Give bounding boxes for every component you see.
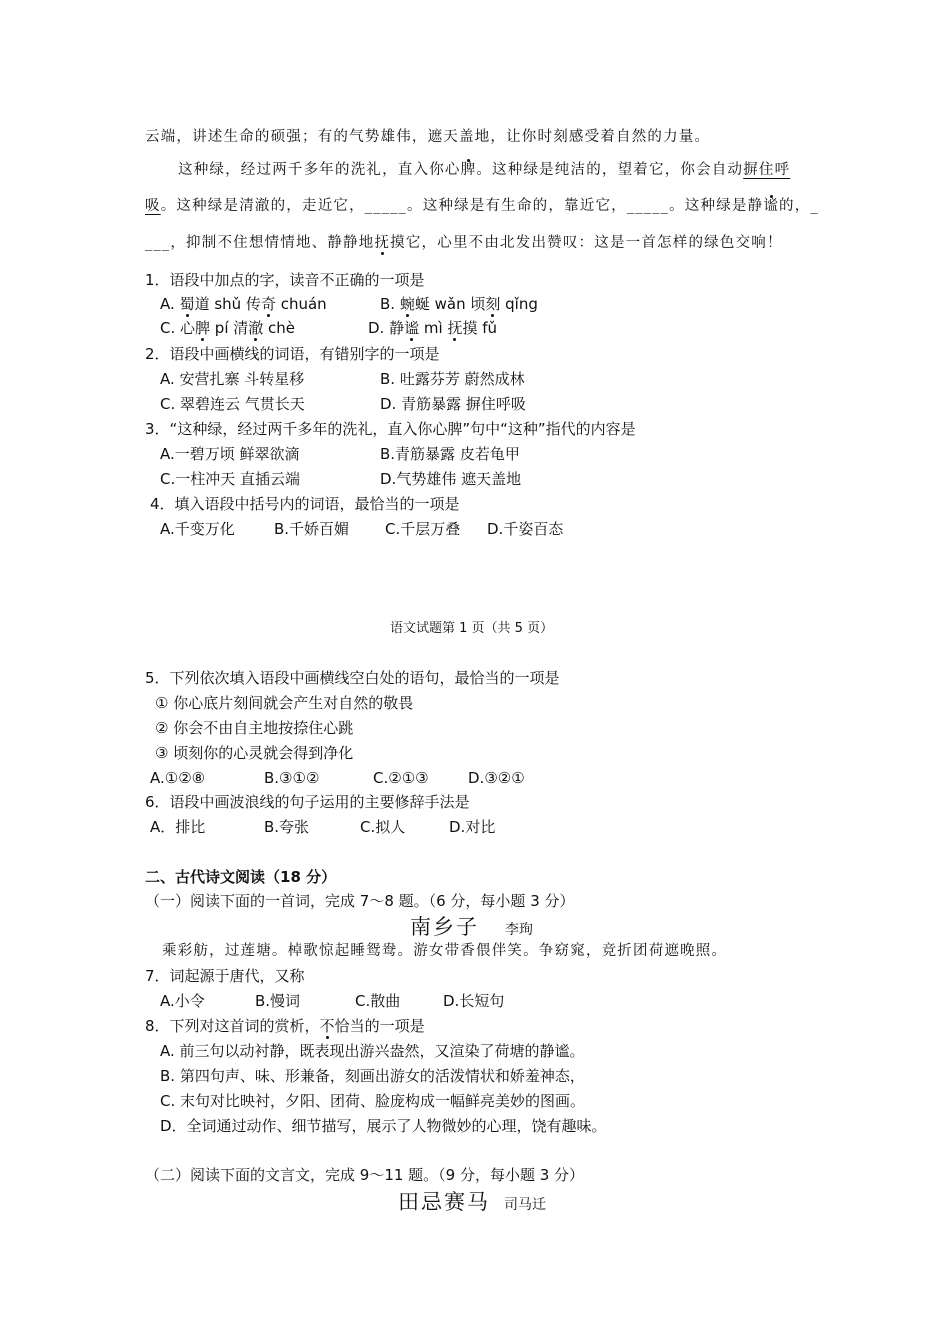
question-2-option-a: A. 安营扎寨 斗转星移 [160,370,305,388]
passage-text: 的，_ [779,198,819,214]
passage-line-2 [178,160,790,180]
question-8-stem: 8．下列对这首词的赏析，不恰当的一项是 [145,1017,425,1035]
question-4-option-a: A.千变万化 [160,520,235,538]
question-2-stem: 2．语段中画横线的词语，有错别字的一项是 [145,345,440,363]
question-5-sentence-1: ① 你心底片刻间就会产生对自然的敬畏 [155,694,414,712]
question-6-option-a: A．排比 [150,818,206,836]
question-4-option-c: C.千层万叠 [385,520,461,538]
question-7-option-b: B.慢词 [255,992,301,1010]
prose-title: 田忌赛马 [398,1190,490,1214]
passage-line-3 [145,196,819,216]
question-4-option-b: B.千娇百媚 [274,520,350,538]
passage-text: ___，抑制不住想情情地、静静地 [145,235,375,251]
passage-text: 。这种绿是纯洁的，望着它，你会自动 [476,162,744,178]
underlined-phrase: 吸 [145,198,161,214]
section-2-part-2-intro: （二）阅读下面的文言文，完成 9～11 题。（9 分，每小题 3 分） [145,1166,585,1184]
question-4-stem: 4．填入语段中括号内的词语，最恰当的一项是 [150,495,460,513]
question-3-option-c: C.一柱冲天 直插云端 [160,470,301,488]
question-8-option-c: C. 末句对比映衬，夕阳、团荷、脸庞构成一幅鲜亮美妙的图画。 [160,1092,586,1110]
question-1-option-c: C. 心脾 pí 清澈 chè [160,319,296,337]
question-7-option-a: A.小令 [160,992,205,1010]
question-5-sentence-3: ③ 顷刻你的心灵就会得到净化 [155,744,354,762]
question-5-stem: 5．下列依次填入语段中画横线空白处的语句，最恰当的一项是 [145,669,560,687]
question-1-option-b: B. 蜿蜒 wǎn 顷刻 qǐng [380,295,538,313]
passage-text: 这种绿，经过两千多年的洗礼，直入你心 [178,162,461,178]
question-6-option-c: C.拟人 [360,818,406,836]
passage-line-4 [145,233,783,253]
question-5-option-d: D.③②① [468,769,525,787]
dotted-char: 脾 [460,162,477,178]
question-6-option-d: D.对比 [449,818,496,836]
question-5-option-a: A.①②⑧ [150,769,206,787]
question-2-option-c: C. 翠碧连云 气贯长天 [160,395,305,413]
question-3-option-d: D.气势雄伟 遮天盖地 [380,470,522,488]
question-7-option-d: D.长短句 [443,992,505,1010]
question-8-option-b: B. 第四句声、味、形兼备，刻画出游女的活泼情状和娇羞神态， [160,1067,585,1085]
question-3-option-b: B.青筋暴露 皮若龟甲 [380,445,520,463]
poem-author: 李珣 [505,922,533,938]
question-6-stem: 6．语段中画波浪线的句子运用的主要修辞手法是 [145,793,470,811]
passage-line-1: 云端，讲述生命的硕强；有的气势雄伟，遮天盖地，让你时刻感受着自然的力量。 [145,129,711,145]
passage-text: 摸它，心里不由北发出赞叹：这是一首怎样的绿色交响！ [390,235,783,251]
question-8-option-a: A. 前三句以动衬静，既表现出游兴盎然，又渲染了荷塘的静谧。 [160,1042,585,1060]
question-5-sentence-2: ② 你会不由自主地按捺住心跳 [155,719,354,737]
question-8-option-d: D．全词通过动作、细节描写，展示了人物微妙的心理，饶有趣味。 [160,1117,607,1135]
question-1-option-d: D. 静谧 mì 抚摸 fǔ [368,319,498,337]
question-1-option-a: A. 蜀道 shǔ 传奇 chuán [160,295,327,313]
prose-author: 司马迁 [504,1197,546,1213]
poem-heading [410,913,533,944]
prose-heading [398,1188,546,1219]
section-2-part-1-intro: （一）阅读下面的一首词，完成 7～8 题。（6 分，每小题 3 分） [145,892,575,910]
question-2-option-b: B. 吐露芬芳 蔚然成林 [380,370,525,388]
question-3-stem: 3．“这种绿，经过两千多年的洗礼，直入你心脾”句中“这种”指代的内容是 [145,420,636,438]
underlined-phrase: 摒住呼 [743,162,791,178]
question-4-option-d: D.千姿百态 [487,520,564,538]
poem-text: 乘彩舫，过莲塘。棹歌惊起睡鸳鸯。游女带香偎伴笑。争窈窕，竞折团荷遮晚照。 [162,943,728,959]
dotted-char: 不 [319,1017,335,1035]
question-6-option-b: B.夸张 [264,818,310,836]
question-2-option-d: D. 青筋暴露 摒住呼吸 [380,395,526,413]
question-3-option-a: A.一碧万顷 鲜翠欲滴 [160,445,300,463]
dotted-char: 抚 [374,235,391,251]
passage-text: 。这种绿是清澈的，走近它，_____。这种绿是有生命的，靠近它，_____。这种绿是静 [160,198,764,214]
dotted-char: 谧 [763,198,780,214]
page-footer: 语文试题第 1 页（共 5 页） [390,621,554,636]
question-7-option-c: C.散曲 [355,992,401,1010]
question-7-stem: 7．词起源于唐代，又称 [145,967,305,985]
section-2-heading: 二、古代诗文阅读（18 分） [145,868,337,886]
poem-title: 南乡子 [410,915,479,939]
question-5-option-b: B.③①② [264,769,320,787]
question-5-option-c: C.②①③ [373,769,429,787]
question-1-stem: 1．语段中加点的字，读音不正确的一项是 [145,271,425,289]
